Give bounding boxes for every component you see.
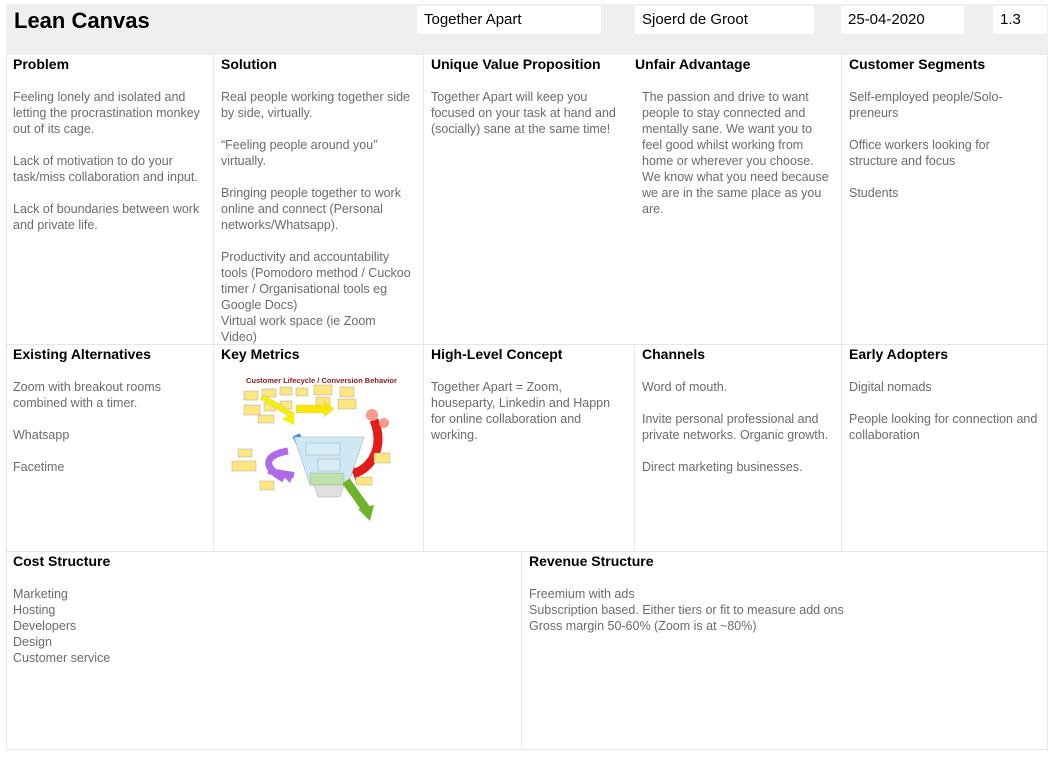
key-metrics-block: [214, 345, 424, 552]
problem-title: Problem: [13, 56, 70, 72]
page-title: Lean Canvas: [14, 8, 150, 33]
problem-block: [6, 55, 214, 345]
unfair-advantage-block: [635, 55, 842, 345]
cost-structure-title: Cost Structure: [13, 553, 111, 569]
solution-text[interactable]: Real people working together side by side, virtually. “Feeling people around you” virtually. Bringing people together to work online and connect (Personal networks/Whatsapp). Productivity and accountability tools (Pomodoro method / Cuckoo timer / Organisational tools eg Google Docs) Virtual work space (ie Zoom Video): [221, 90, 411, 344]
uvp-text[interactable]: Together Apart will keep you focused on your task at hand and (socially) sane at the same time!: [431, 90, 616, 136]
early-adopters-text[interactable]: Digital nomads People looking for connection and collaboration: [849, 380, 1038, 442]
cost-structure-text[interactable]: Marketing Hosting Developers Design Customer service: [13, 587, 111, 665]
high-level-concept-text[interactable]: Together Apart = Zoom, houseparty, Linkedin and Happn for online collaboration and working.: [431, 380, 611, 442]
canvas-header: [6, 4, 1048, 55]
solution-block: [214, 55, 424, 345]
unfair-advantage-text[interactable]: The passion and drive to want people to stay connected and mentally sane. We want you to feel good whilst working from home or wherever you choose. We know what you need because we are in the same place as you are.: [642, 90, 829, 216]
conversion-funnel-diagram: [224, 375, 414, 525]
revenue-structure-block: [522, 552, 1048, 750]
version-field[interactable]: 1.3: [993, 6, 1047, 34]
existing-alternatives-text[interactable]: Zoom with breakout rooms combined with a timer. Whatsapp Facetime: [13, 380, 161, 474]
unfair-advantage-title: Unfair Advantage: [635, 56, 751, 72]
revenue-structure-text[interactable]: Freemium with ads Subscription based. Either tiers or fit to measure add ons Gross margin 50-60% (Zoom is at ~80%): [529, 587, 844, 633]
channels-title: Channels: [642, 346, 706, 362]
date-field[interactable]: 25-04-2020: [841, 6, 964, 34]
diagram-title: Customer Lifecycle / Conversion Behavior: [246, 376, 397, 385]
problem-text[interactable]: Feeling lonely and isolated and letting the procrastination monkey out of its cage. Lack of motivation to do your task/miss collaboration and input. Lack of boundaries between work and private life.: [13, 90, 200, 232]
solution-title: Solution: [221, 56, 277, 72]
revenue-structure-title: Revenue Structure: [529, 553, 654, 569]
customer-segments-title: Customer Segments: [849, 56, 986, 72]
cost-structure-block: [6, 552, 522, 750]
customer-segments-text[interactable]: Self-employed people/Solo-preneurs Office workers looking for structure and focus Students: [849, 90, 1003, 200]
project-name-field[interactable]: Together Apart: [417, 6, 601, 34]
uvp-title: Unique Value Proposition: [431, 56, 601, 72]
key-metrics-title: Key Metrics: [221, 346, 300, 362]
channels-text[interactable]: Word of mouth. Invite personal professional and private networks. Organic growth. Direct marketing businesses.: [642, 380, 829, 474]
high-level-concept-title: High-Level Concept: [431, 346, 563, 362]
canvas-grid: [6, 55, 1048, 750]
customer-segments-block: [842, 55, 1048, 345]
channels-block: [635, 345, 842, 552]
author-field[interactable]: Sjoerd de Groot: [635, 6, 814, 34]
existing-alternatives-block: [6, 345, 214, 552]
early-adopters-block: [842, 345, 1048, 552]
existing-alternatives-title: Existing Alternatives: [13, 346, 151, 362]
early-adopters-title: Early Adopters: [849, 346, 949, 362]
high-level-concept-block: [424, 345, 635, 552]
